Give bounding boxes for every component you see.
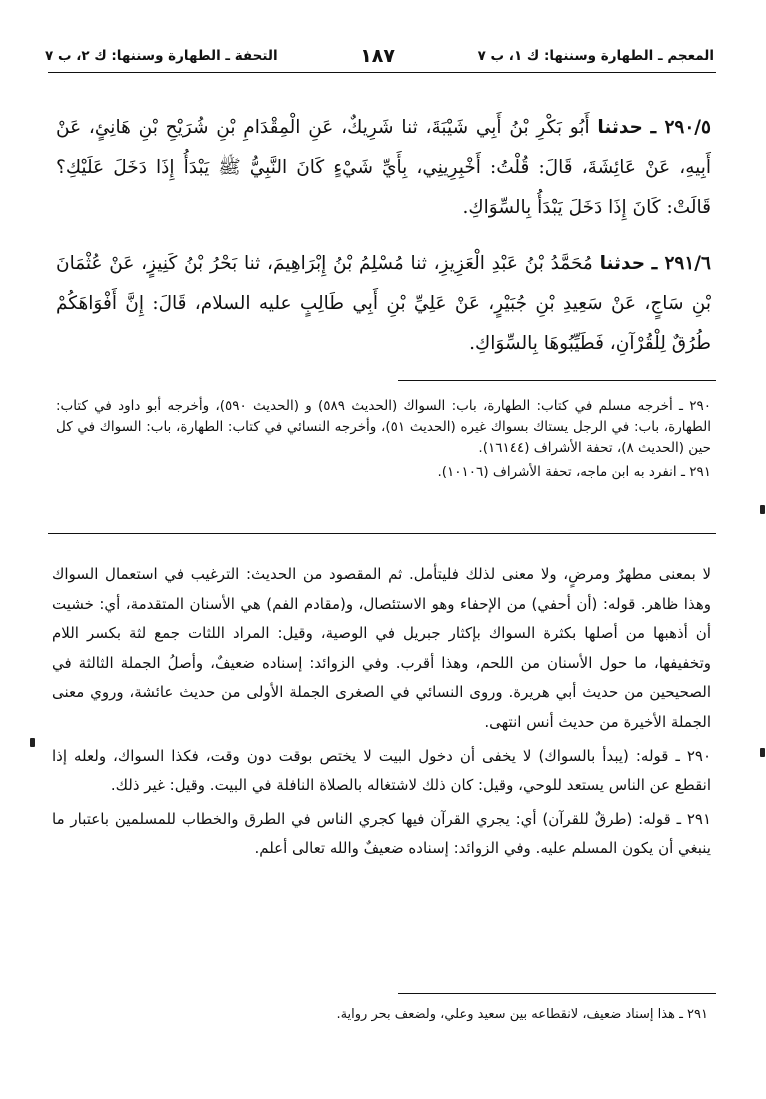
- commentary-paragraph-290: ٢٩٠ ـ قوله: (يبدأ بالسواك) لا يخفى أن دخول البيت لا يختص بوقت دون وقت، فكذا السواك، ولعله إذا انقطع عن الناس يستعد للوحي، وقيل: كان ذلك لاشتغاله بالصلاة النافلة في البيت. وقيل: غير ذلك.: [52, 746, 711, 795]
- bottom-rule: [398, 993, 716, 994]
- footnote-291: ٢٩١ ـ انفرد به ابن ماجه، تحفة الأشراف (١٠١٠٦).: [437, 464, 711, 480]
- margin-mark: [30, 738, 35, 747]
- commentary-paragraph-291: ٢٩١ ـ قوله: (طرقٌ للقرآن) أي: يجري القرآن فيها كجري الناس في الطرق والخطاب للمسلمين باعتبار ما ينبغي أن يكون المسلم عليه. وفي الزوائد: إسناده ضعيفٌ والله تعالى أعلم.: [52, 809, 711, 858]
- hadith-291: [56, 244, 711, 364]
- hadith-number: ٢٩٠/٥ ـ: [650, 117, 711, 138]
- footnote-rule: [398, 380, 716, 381]
- hadith-keyword: حدثنا: [599, 253, 646, 274]
- header-left-title: التحفة ـ الطهارة وسننها: ك ٢، ب ٧: [45, 48, 278, 64]
- header-rule: [48, 72, 716, 73]
- footnote-290: ٢٩٠ ـ أخرجه مسلم في كتاب: الطهارة، باب: السواك (الحديث ٥٨٩) و (الحديث ٥٩٠)، وأخرجه أبو داود في كتاب: الطهارة، باب: في الرجل يستاك بسواك غيره (الحديث ٥١)، وأخرجه النسائي في كتاب: الطهارة، باب: السواك في كل حين (الحديث ٨)، تحفة الأشراف (١٦١٤٤).: [56, 398, 711, 456]
- commentary: [52, 560, 711, 864]
- margin-mark: [760, 505, 765, 514]
- hadith-keyword: حدثنا: [597, 117, 643, 138]
- hadith-290: [56, 108, 711, 228]
- header-right-title: المعجم ـ الطهارة وسننها: ك ١، ب ٧: [477, 48, 714, 64]
- commentary-paragraph: لا بمعنى مطهرٌ ومرضٍ، ولا معنى لذلك فليتأمل. ثم المقصود من الحديث: الترغيب في استعمال السواك وهذا ظاهر. قوله: (أن أحفي) من الإحفاء وهو الاستئصال، و(مقادم الفم) هي الأسنان المتقدمة، أي: خشيت أن أذهبها من أصلها بكثرة السواك بإكثار جبريل في الوصية، وقيل: المراد اللثات جمع لثة بكسر اللام وتخفيفها، ما حول الأسنان من اللحم، وهذا أقرب. وفي الزوائد: إسناده ضعيفٌ، وأصلُ الجملة الثالثة في الصحيحين من حديث أبي هريرة. وروى النسائي في الصغرى الجملة الأولى من حديث عائشة، وروي معنى الجملة الأخيرة من حديث أنس انتهى.: [52, 565, 711, 731]
- hadith-number: ٢٩١/٦ ـ: [651, 253, 711, 274]
- section-rule: [48, 533, 716, 534]
- page-number: ١٨٧: [360, 45, 395, 67]
- hadith-text: [56, 108, 711, 364]
- margin-mark: [760, 748, 765, 757]
- footnotes: [56, 396, 711, 483]
- hadith-body: مُحَمَّدُ بْنُ عَبْدِ الْعَزِيزِ، ثنا مُسْلِمُ بْنُ إِبْرَاهِيمَ، ثنا بَحْرُ بْنُ كَنِيزٍ، عَنْ عُثْمَانَ بْنِ سَاجٍ، عَنْ سَعِيدِ بْنِ جُبَيْرٍ، عَنْ عَلِيِّ بْنِ أَبِي طَالِبٍ عليه السلام، قَالَ: إِنَّ أَفْوَاهَكُمْ طُرُقٌ لِلْقُرْآنِ، فَطَيِّبُوهَا بِالسِّوَاكِ.: [56, 253, 711, 354]
- running-header: [45, 44, 714, 68]
- hadith-body: أَبُو بَكْرِ بْنُ أَبِي شَيْبَةَ، ثنا شَرِيكٌ، عَنِ الْمِقْدَامِ بْنِ شُرَيْحِ بْنِ هَانِئٍ، عَنْ أَبِيهِ، عَنْ عَائِشَةَ، قَالَ: قُلْتُ: أَخْبِرِينِي، بِأَيِّ شَيْءٍ كَانَ النَّبِيُّ ﷺ يَبْدَأُ إِذَا دَخَلَ عَلَيْكِ؟ قَالَتْ: كَانَ إِذَا دَخَلَ يَبْدَأُ بِالسِّوَاكِ.: [56, 117, 711, 218]
- bottom-footnote: ٢٩١ ـ هذا إسناد ضعيف، لانقطاعه بين سعيد وعلي، ولضعف بحر رواية.: [336, 1007, 708, 1022]
